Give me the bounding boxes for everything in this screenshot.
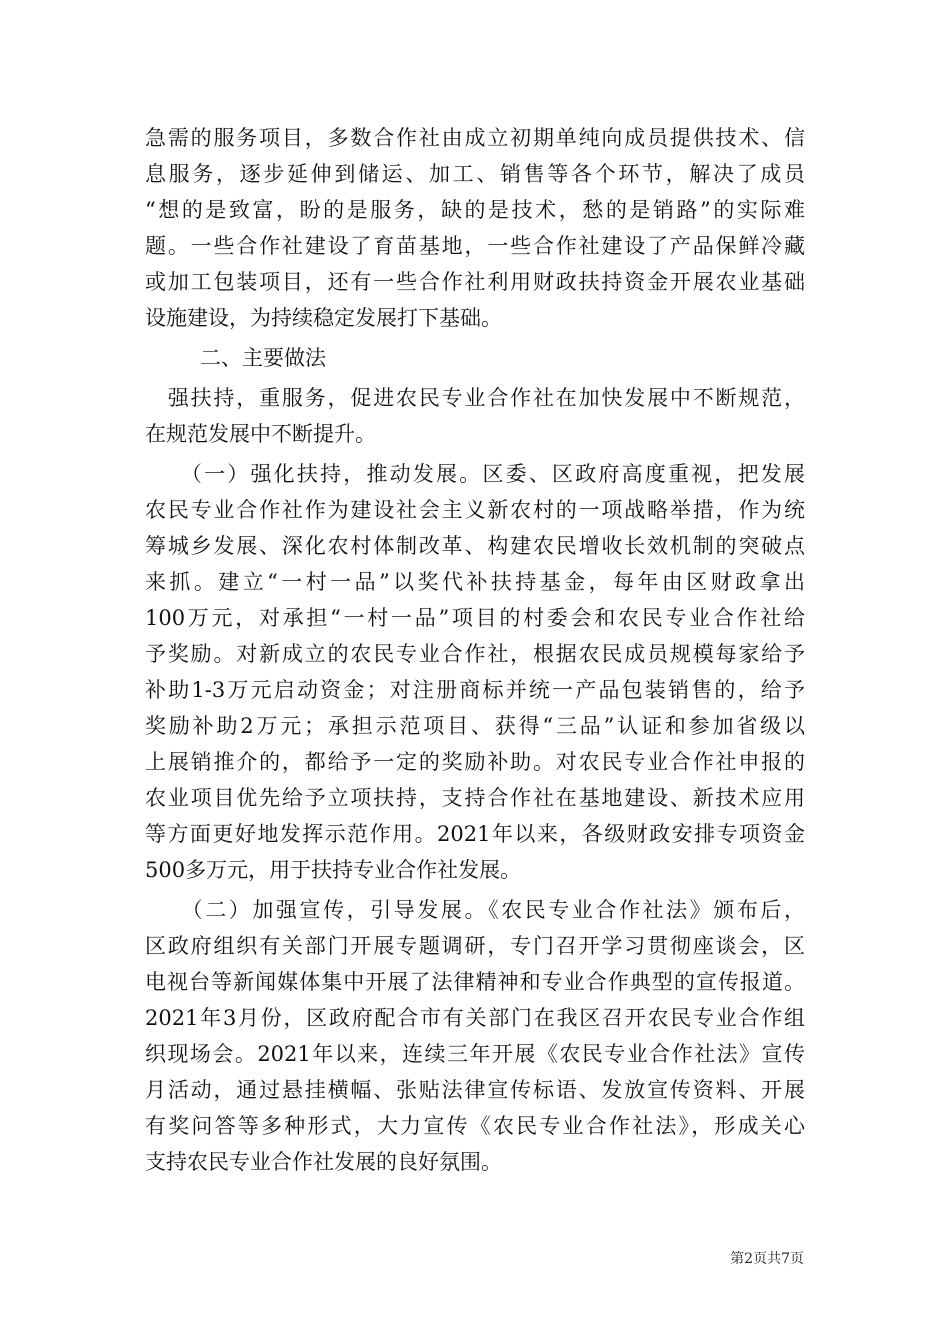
body-line: 织现场会。2021年以来，连续三年开展《农民专业合作社法》宣传 xyxy=(145,1042,805,1066)
body-line: 2021年3月份，区政府配合市有关部门在我区召开农民专业合作组 xyxy=(145,1006,805,1030)
body-line: 有奖问答等多种形式，大力宣传《农民专业合作社法》，形成关心 xyxy=(145,1114,805,1138)
section-heading: 二、主要做法 xyxy=(200,346,326,370)
body-line: 筹城乡发展、深化农村体制改革、构建农民增收长效机制的突破点 xyxy=(145,534,805,558)
body-line: 息服务，逐步延伸到储运、加工、销售等各个环节，解决了成员 xyxy=(145,162,805,186)
body-line: 设施建设，为持续稳定发展打下基础。 xyxy=(145,306,502,330)
page-number: 第2页共7页 xyxy=(730,1251,804,1267)
body-line: 来抓。建立“一村一品”以奖代补扶持基金，每年由区财政拿出 xyxy=(145,570,805,594)
body-line: 强扶持，重服务，促进农民专业合作社在加快发展中不断规范， xyxy=(145,386,805,410)
body-line: 电视台等新闻媒体集中开展了法律精神和专业合作典型的宣传报道。 xyxy=(145,970,805,994)
body-line: 100万元，对承担“一村一品”项目的村委会和农民专业合作社给 xyxy=(145,606,805,630)
body-line: 补助1-3万元启动资金；对注册商标并统一产品包装销售的，给予 xyxy=(145,678,805,702)
body-line: 等方面更好地发挥示范作用。2021年以来，各级财政安排专项资金 xyxy=(145,822,805,846)
body-line: （一）强化扶持，推动发展。区委、区政府高度重视，把发展 xyxy=(145,462,805,486)
body-line: 在规范发展中不断提升。 xyxy=(145,422,376,446)
body-line: 500多万元，用于扶持专业合作社发展。 xyxy=(145,858,522,882)
body-line: 农民专业合作社作为建设社会主义新农村的一项战略举措，作为统 xyxy=(145,498,805,522)
body-line: 支持农民专业合作社发展的良好氛围。 xyxy=(145,1150,502,1174)
body-line: （二）加强宣传，引导发展。《农民专业合作社法》颁布后， xyxy=(145,898,805,922)
body-line: 题。一些合作社建设了育苗基地，一些合作社建设了产品保鲜冷藏 xyxy=(145,234,805,258)
body-line: 月活动，通过悬挂横幅、张贴法律宣传标语、发放宣传资料、开展 xyxy=(145,1078,805,1102)
body-line: 急需的服务项目，多数合作社由成立初期单纯向成员提供技术、信 xyxy=(145,126,805,150)
body-line: “想的是致富，盼的是服务，缺的是技术，愁的是销路”的实际难 xyxy=(145,198,805,222)
body-line: 农业项目优先给予立项扶持，支持合作社在基地建设、新技术应用 xyxy=(145,786,805,810)
body-line: 区政府组织有关部门开展专题调研，专门召开学习贯彻座谈会，区 xyxy=(145,934,805,958)
body-line: 或加工包装项目，还有一些合作社利用财政扶持资金开展农业基础 xyxy=(145,270,805,294)
body-line: 奖励补助2万元；承担示范项目、获得“三品”认证和参加省级以 xyxy=(145,714,805,738)
body-line: 予奖励。对新成立的农民专业合作社，根据农民成员规模每家给予 xyxy=(145,642,805,666)
body-line: 上展销推介的，都给予一定的奖励补助。对农民专业合作社申报的 xyxy=(145,750,805,774)
